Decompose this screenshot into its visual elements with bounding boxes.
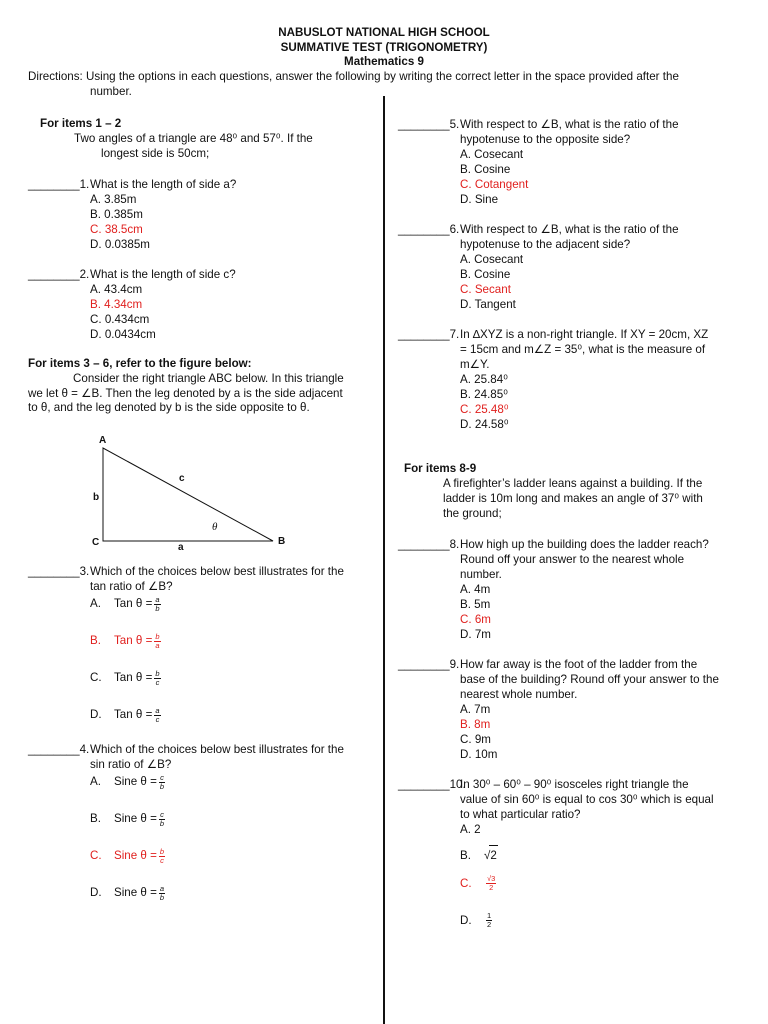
triangle-shape (103, 448, 273, 541)
q1-option-a: A. 3.85m (90, 192, 137, 206)
q6-option-c: C. Secant (460, 283, 511, 296)
angle-theta-label: θ (212, 521, 218, 533)
question-2 (28, 267, 370, 282)
triangle-abc-figure (88, 433, 298, 558)
answer-blank-4[interactable]: ________4. (28, 743, 90, 757)
answer-blank-1[interactable]: ________1. (28, 177, 90, 191)
q6-option-b: B. Cosine (460, 268, 511, 281)
items-3-6-p3: to θ, and the leg denoted by b is the side opposite to θ. (28, 401, 310, 415)
directions-line2: number. (90, 84, 132, 98)
q5-option-a: A. Cosecant (460, 148, 524, 161)
directions-line1: Directions: Using the options in each questions, answer the following by writing the correct letter in the space provided after the (28, 70, 679, 83)
side-c-label: c (179, 473, 185, 484)
answer-blank-5[interactable]: ________5. (398, 118, 460, 131)
items-8-9-p1: A firefighter’s ladder leans against a building. If the (443, 476, 703, 490)
q7-option-b: B. 24.85⁰ (460, 388, 508, 401)
question-5: ________5. With respect to ∠B, what is the ratio of the hypotenuse to the opposite side? (398, 118, 679, 146)
q8-option-a: A. 4m (460, 582, 491, 596)
question-4 (28, 742, 370, 772)
answer-blank-7[interactable]: ________7. (398, 328, 460, 341)
q3-option-b: B. Tan θ = $\frac{b}{a}$ (90, 631, 160, 650)
question-6: ________6. With respect to ∠B, what is the ratio of the hypotenuse to the adjacent side? (398, 223, 679, 251)
q7-option-c: C. 25.48⁰ (460, 403, 509, 416)
items-1-2-heading: For items 1 – 2 (40, 117, 122, 130)
q10-option-b-radicand: 2 (489, 845, 497, 866)
answer-blank-10[interactable]: ________10. (398, 777, 466, 791)
q6-option-d: D. Tangent (460, 298, 516, 311)
q1-option-b: B. 0.385m (90, 207, 143, 221)
q3-option-d: D. Tan θ = $\frac{a}{c}$ (90, 705, 160, 724)
answer-blank-8[interactable]: ________8. (398, 537, 460, 551)
question-4-line2: sin ratio of ∠B? (90, 758, 172, 772)
q2-option-b: B. 4.34cm (90, 297, 143, 311)
items-3-6-heading: For items 3 – 6, refer to the figure below: (28, 356, 252, 370)
q1-option-d: D. 0.0385m (90, 237, 150, 251)
q7-option-d: D. 24.58⁰ (460, 418, 509, 431)
answer-blank-6[interactable]: ________6. (398, 223, 460, 236)
school-name: NABUSLOT NATIONAL HIGH SCHOOL (278, 26, 490, 39)
q9-option-a: A. 7m (460, 702, 491, 716)
column-divider (383, 96, 385, 1024)
items-3-6-p2: we let θ = ∠B. Then the leg denoted by a is the side adjacent (28, 386, 343, 400)
answer-blank-2[interactable]: ________2. (28, 267, 90, 281)
question-10: ________10. In 30⁰ – 60⁰ – 90⁰ isosceles right triangle the value of sin 60⁰ is equal to cos 30⁰ which is equal to what particular ratio? (398, 777, 714, 821)
question-7: ________7. In ∆XYZ is a non-right triangle. If XY = 20cm, XZ = 15cm and m∠Z = 35⁰, what is the measure of m∠Y. (398, 328, 709, 371)
q3-option-c: C. Tan θ = $\frac{b}{c}$ (90, 668, 160, 687)
question-8: ________8. How high up the building does the ladder reach? Round off your answer to the nearest whole number. (398, 537, 709, 581)
q10-option-d: D. $\frac{1}{2}$ (460, 911, 492, 930)
q4-option-b: B. Sine θ = $\frac{c}{b}$ (90, 809, 165, 828)
vertex-a-label: A (99, 435, 107, 446)
answer-blank-9[interactable]: ________9. (398, 657, 460, 671)
items-8-9-p3: the ground; (443, 506, 502, 520)
question-1-text: What is the length of side a? (90, 177, 237, 191)
q5-option-c: C. Cotangent (460, 178, 529, 191)
test-title: SUMMATIVE TEST (TRIGONOMETRY) (280, 40, 488, 54)
subject-title: Mathematics 9 (344, 55, 424, 68)
answer-blank-3[interactable]: ________3. (28, 565, 90, 579)
q4-option-d: D. Sine θ = $\frac{a}{b}$ (90, 883, 165, 902)
q3-option-a: A. Tan θ = $\frac{a}{b}$ (90, 594, 160, 613)
q2-option-a: A. 43.4cm (90, 282, 143, 296)
q6-option-a: A. Cosecant (460, 253, 524, 266)
q2-option-d: D. 0.0434cm (90, 327, 156, 341)
question-3-line1: Which of the choices below best illustrates for the (90, 565, 344, 579)
test-header (0, 26, 768, 70)
question-3 (28, 564, 370, 594)
items-1-2-intro-2: longest side is 50cm; (101, 146, 210, 160)
question-2-text: What is the length of side c? (90, 267, 236, 281)
side-a-label: a (178, 542, 184, 553)
q2-option-c: C. 0.434cm (90, 312, 150, 326)
q8-option-d: D. 7m (460, 627, 491, 641)
q8-option-b: B. 5m (460, 597, 491, 611)
q10-option-b: B. √2 (398, 837, 742, 874)
q4-option-c: C. Sine θ = $\frac{b}{c}$ (90, 846, 165, 865)
question-3-line2: tan ratio of ∠B? (90, 580, 173, 594)
side-b-label: b (93, 492, 100, 503)
items-3-6-p1: Consider the right triangle ABC below. In this triangle (73, 371, 344, 385)
q9-option-c: C. 9m (460, 732, 491, 746)
q9-option-d: D. 10m (460, 747, 498, 761)
vertex-c-label: C (92, 537, 100, 548)
q10-option-a: A. 2 (460, 822, 481, 836)
items-1-2-intro-1: Two angles of a triangle are 48⁰ and 57⁰. If the (74, 131, 313, 145)
q5-option-d: D. Sine (460, 193, 499, 206)
q5-option-b: B. Cosine (460, 163, 511, 176)
q4-option-a: A. Sine θ = $\frac{c}{b}$ (90, 772, 165, 791)
question-1 (28, 177, 370, 192)
q1-option-c: C. 38.5cm (90, 222, 143, 236)
q8-option-c: C. 6m (460, 612, 491, 626)
right-column (398, 117, 742, 948)
items-8-9-heading: For items 8-9 (404, 462, 477, 475)
q9-option-b: B. 8m (460, 717, 491, 731)
q7-option-a: A. 25.84⁰ (460, 373, 508, 386)
question-4-line1: Which of the choices below best illustrates for the (90, 743, 344, 757)
vertex-b-label: B (278, 536, 286, 547)
q10-option-c: C. $\frac{√3}{2}$ (460, 874, 496, 893)
items-8-9-p2: ladder is 10m long and makes an angle of 37⁰ with (443, 491, 703, 505)
question-9: ________9. How far away is the foot of the ladder from the base of the building? Round off your answer to the nearest whole number. (398, 657, 719, 701)
